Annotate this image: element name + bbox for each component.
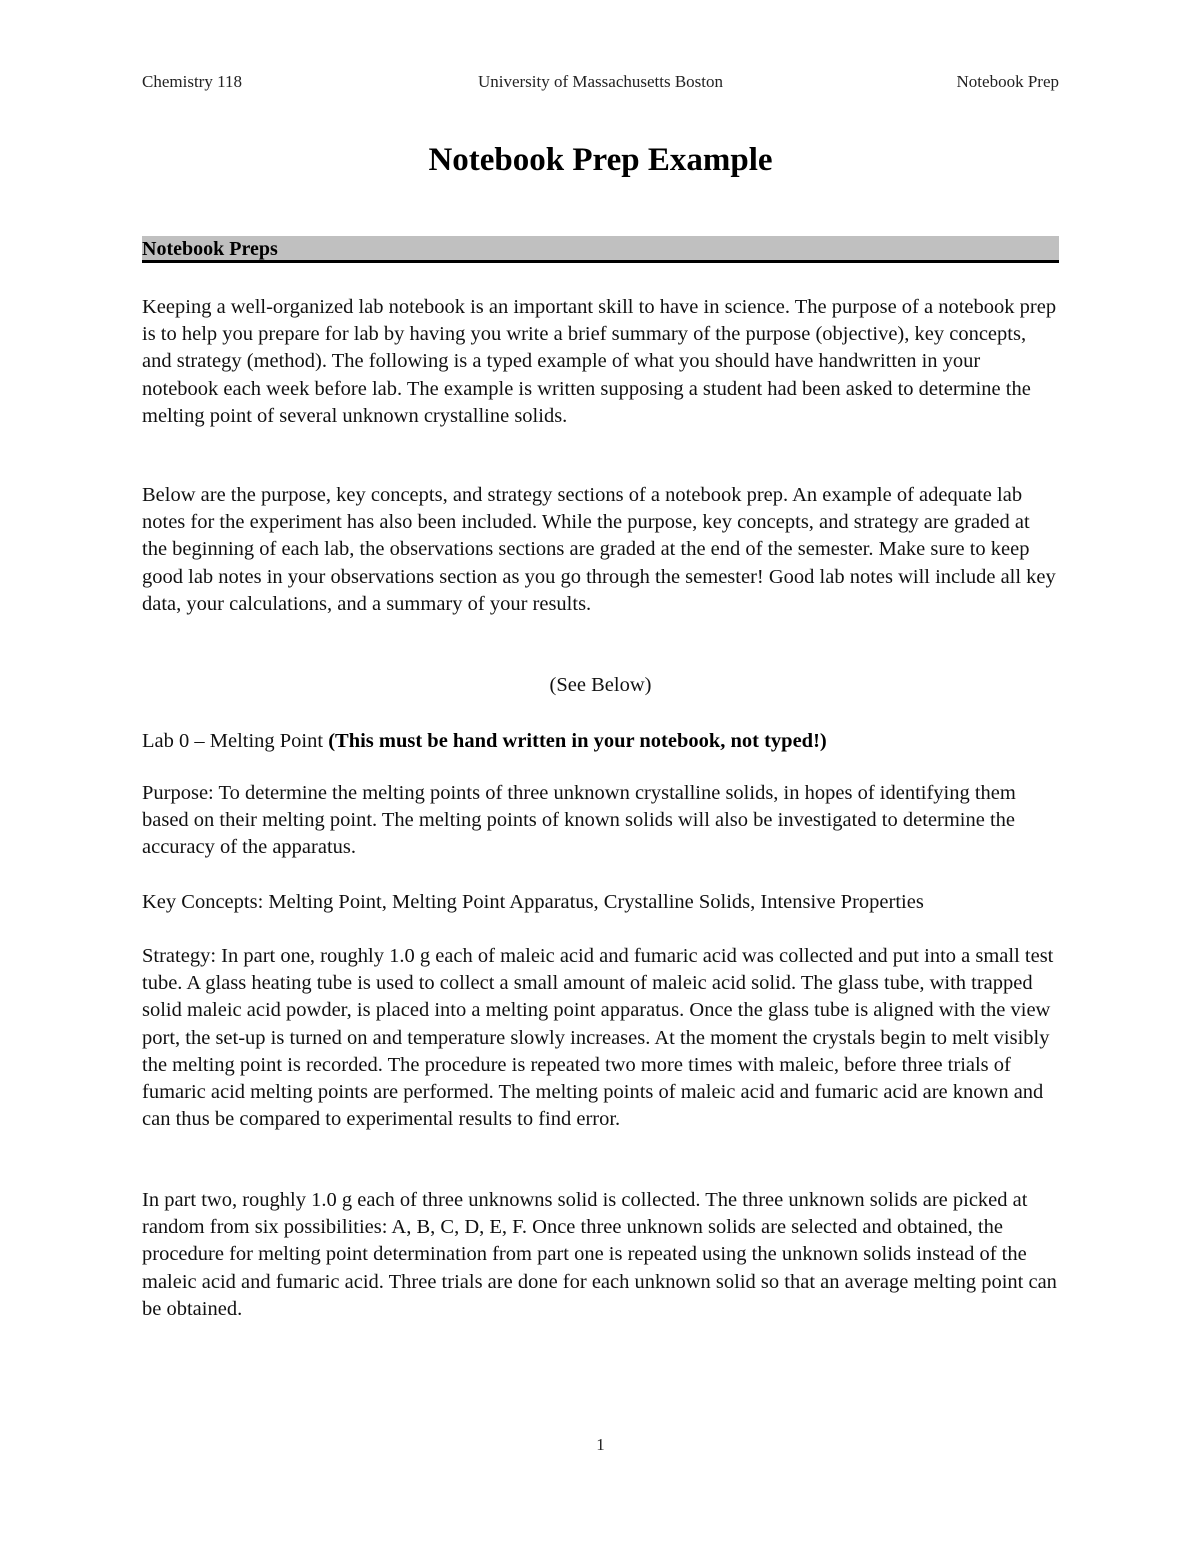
page-number: 1 bbox=[596, 1435, 605, 1454]
lab-heading bbox=[142, 728, 1059, 755]
document-page bbox=[142, 0, 1059, 1553]
page-title: Notebook Prep Example bbox=[428, 142, 773, 178]
overview-paragraph: Below are the purpose, key concepts, and strategy sections of a notebook prep. An example of adequate lab notes for the experiment has also been included. While the purpose, key concepts, and strategy are graded at the beginning of each lab, the observations sections are graded at the end of the semester. Make sure to keep good lab notes in your observations section as you go through the semester! Good lab notes will include all key data, your calculations, and a summary of your results. bbox=[142, 484, 1056, 615]
section-heading: Notebook Preps bbox=[142, 238, 278, 260]
section-heading-bar bbox=[142, 236, 1059, 263]
lab-title: Lab 0 – Melting Point bbox=[142, 730, 329, 752]
intro-paragraph: Keeping a well-organized lab notebook is an important skill to have in science. The purpose of a notebook prep is to help you prepare for lab by having you write a brief summary of the purpose (objective), key concepts, and strategy (method). The following is a typed example of what you should have handwritten in your notebook each week before lab. The example is written supposing a student had been asked to determine the melting point of several unknown crystalline solids. bbox=[142, 296, 1057, 427]
header-university: University of Massachusetts Boston bbox=[477, 72, 724, 91]
part-two-paragraph: In part two, roughly 1.0 g each of three unknowns solid is collected. The three unknown solids are picked at random from six possibilities: A, B, C, D, E, F. Once three unknown solids are selected and obtained, the procedure for melting point determination from part one is repeated using the unknown solids instead of the maleic acid and fumaric acid. Three trials are done for each unknown solid so that an average melting point can be obtained. bbox=[142, 1189, 1057, 1320]
see-below-note: (See Below) bbox=[549, 674, 652, 696]
key-concepts-paragraph: Key Concepts: Melting Point, Melting Point Apparatus, Crystalline Solids, Intensive Properties bbox=[142, 891, 924, 913]
header-course: Chemistry 118 bbox=[142, 72, 242, 91]
purpose-paragraph: Purpose: To determine the melting points of three unknown crystalline solids, in hopes of identifying them based on their melting point. The melting points of known solids will also be investigated to determine the accuracy of the apparatus. bbox=[142, 782, 1016, 859]
header-document-type: Notebook Prep bbox=[956, 72, 1059, 91]
lab-handwritten-note: (This must be hand written in your notebook, not typed!) bbox=[328, 730, 827, 752]
strategy-paragraph: Strategy: In part one, roughly 1.0 g each of maleic acid and fumaric acid was collected and put into a small test tube. A glass heating tube is used to collect a small amount of maleic acid solid. The glass tube, with trapped solid maleic acid powder, is placed into a melting point apparatus. Once the glass tube is aligned with the view port, the set-up is turned on and temperature slowly increases. At the moment the crystals begin to melt visibly the melting point is recorded. The procedure is repeated two more times with maleic, before three trials of fumaric acid melting points are performed. The melting points of maleic acid and fumaric acid are known and can thus be compared to experimental results to find error. bbox=[142, 945, 1054, 1131]
page-header bbox=[142, 72, 1059, 96]
